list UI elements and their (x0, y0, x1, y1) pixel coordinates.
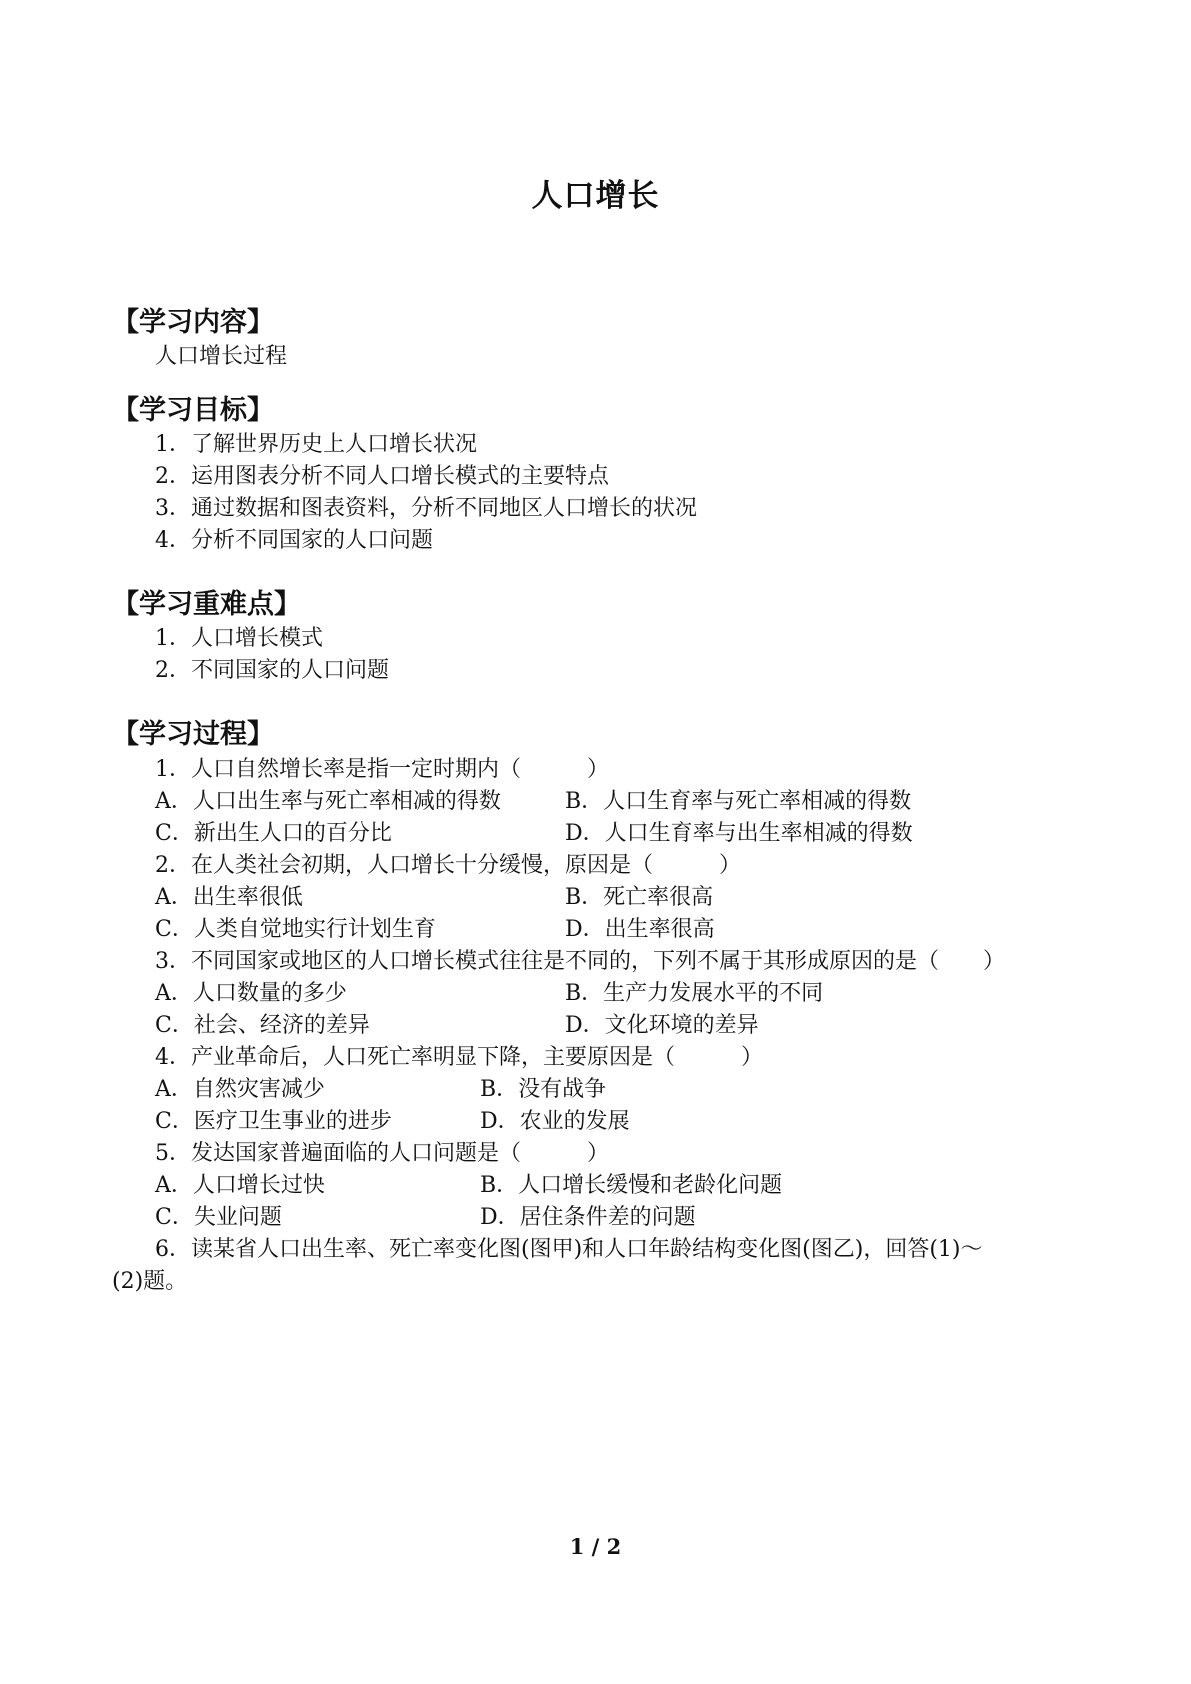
option-a: A．人口出生率与死亡率相减的得数 (155, 789, 501, 814)
page-title: 人口增长 (531, 178, 660, 214)
option-a: A．自然灾害减少 (155, 1077, 325, 1102)
option-b: B．生产力发展水平的不同 (565, 981, 824, 1006)
option-b: B．没有战争 (480, 1077, 607, 1102)
option-c: C．新出生人口的百分比 (155, 821, 392, 846)
option-c: C．社会、经济的差异 (155, 1013, 370, 1038)
option-d: D．人口生育率与出生率相减的得数 (565, 821, 913, 846)
option-a: A．人口数量的多少 (155, 981, 347, 1006)
option-d: D．居住条件差的问题 (480, 1205, 696, 1230)
page-number: 1 / 2 (569, 1534, 622, 1559)
option-c: C．人类自觉地实行计划生育 (155, 917, 436, 942)
section-heading-goals: 【学习目标】 (112, 395, 274, 426)
section-heading-key-points: 【学习重难点】 (112, 589, 301, 620)
option-a: A．人口增长过快 (155, 1173, 325, 1198)
option-b: B．死亡率很高 (565, 885, 714, 910)
key-point-item: 1．人口增长模式 (155, 626, 323, 651)
question-stem: 1．人口自然增长率是指一定时期内（ ） (155, 757, 609, 782)
option-c: C．医疗卫生事业的进步 (155, 1109, 392, 1134)
option-d: D．出生率很高 (565, 917, 715, 942)
option-c: C．失业问题 (155, 1205, 282, 1230)
question-stem: 5．发达国家普遍面临的人口问题是（ ） (155, 1141, 609, 1166)
goal-item: 1．了解世界历史上人口增长状况 (155, 432, 477, 457)
option-b: B．人口增长缓慢和老龄化问题 (480, 1173, 783, 1198)
key-point-item: 2．不同国家的人口问题 (155, 658, 389, 683)
option-b: B．人口生育率与死亡率相减的得数 (565, 789, 912, 814)
question-stem: 4．产业革命后，人口死亡率明显下降，主要原因是（ ） (155, 1045, 763, 1070)
question-stem-continued: (2)题。 (112, 1269, 188, 1294)
section-heading-process: 【学习过程】 (112, 719, 274, 750)
section-heading-content: 【学习内容】 (112, 307, 274, 338)
option-d: D．文化环境的差异 (565, 1013, 759, 1038)
option-a: A．出生率很低 (155, 885, 303, 910)
content-item: 人口增长过程 (155, 344, 288, 369)
question-stem: 6．读某省人口出生率、死亡率变化图(图甲)和人口年龄结构变化图(图乙)，回答(1)～ (155, 1237, 983, 1262)
question-stem: 3．不同国家或地区的人口增长模式往往是不同的，下列不属于其形成原因的是（ ） (155, 949, 1005, 974)
goal-item: 4．分析不同国家的人口问题 (155, 528, 433, 553)
option-d: D．农业的发展 (480, 1109, 630, 1134)
goal-item: 2．运用图表分析不同人口增长模式的主要特点 (155, 464, 609, 489)
goal-item: 3．通过数据和图表资料，分析不同地区人口增长的状况 (155, 496, 697, 521)
question-stem: 2．在人类社会初期，人口增长十分缓慢，原因是（ ） (155, 853, 741, 878)
